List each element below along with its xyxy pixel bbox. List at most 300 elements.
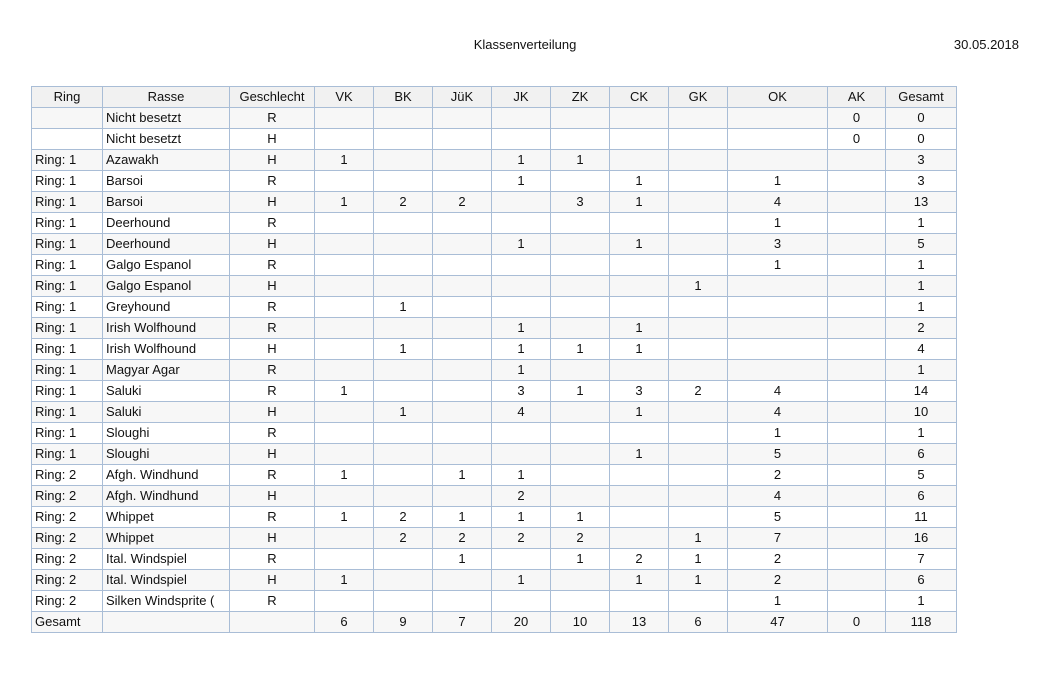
table-cell [551,423,610,444]
table-cell: Ring: 1 [32,255,103,276]
table-row [32,150,957,171]
table-row [32,297,957,318]
table-cell: H [230,528,315,549]
table-cell [433,108,492,129]
table-row [32,255,957,276]
table-cell: Ring: 1 [32,297,103,318]
table-cell: Sloughi [103,423,230,444]
table-cell [551,402,610,423]
table-cell [828,213,886,234]
table-cell [551,360,610,381]
table-cell [610,108,669,129]
table-cell [374,360,433,381]
table-cell [374,549,433,570]
table-cell [433,360,492,381]
table-cell: Gesamt [32,612,103,633]
report-date: 30.05.2018 [953,37,1019,52]
table-cell: 1 [886,423,957,444]
table-cell [551,591,610,612]
table-cell: 1 [492,171,551,192]
table-cell [669,423,728,444]
table-cell: 4 [492,402,551,423]
table-cell: 10 [886,402,957,423]
table-cell [433,486,492,507]
table-cell [828,444,886,465]
table-cell: Saluki [103,381,230,402]
table-row [32,171,957,192]
table-cell: 4 [886,339,957,360]
column-header: BK [374,87,433,108]
table-cell: Deerhound [103,234,230,255]
table-cell [551,171,610,192]
table-cell [433,570,492,591]
table-cell [230,612,315,633]
table-cell [374,234,433,255]
table-cell [433,318,492,339]
table-cell: Ital. Windspiel [103,570,230,591]
table-cell [315,171,374,192]
table-cell [492,591,551,612]
table-cell: 1 [610,318,669,339]
table-cell [433,381,492,402]
table-cell: Galgo Espanol [103,255,230,276]
table-cell [828,465,886,486]
table-cell: 2 [374,507,433,528]
table-cell [551,108,610,129]
table-cell [728,318,828,339]
table-cell [315,591,374,612]
table-cell [551,318,610,339]
table-cell [492,423,551,444]
table-cell: Ring: 1 [32,171,103,192]
table-cell: H [230,192,315,213]
table-row [32,381,957,402]
table-cell: Ring: 1 [32,339,103,360]
table-cell: Barsoi [103,192,230,213]
table-cell: 4 [728,486,828,507]
table-cell: Ring: 2 [32,528,103,549]
table-cell: 14 [886,381,957,402]
table-cell: 1 [551,549,610,570]
table-cell: 2 [492,486,551,507]
table-row [32,549,957,570]
table-cell [551,444,610,465]
table-cell [374,591,433,612]
table-row [32,444,957,465]
table-cell [610,423,669,444]
table-cell [374,570,433,591]
table-cell: 2 [433,528,492,549]
table-cell: Azawakh [103,150,230,171]
table-cell [551,570,610,591]
table-cell: 5 [728,507,828,528]
table-cell: 2 [886,318,957,339]
table-cell [828,150,886,171]
table-cell [610,255,669,276]
column-header: JK [492,87,551,108]
table-cell: 1 [669,549,728,570]
table-cell [551,234,610,255]
table-cell: 1 [315,570,374,591]
table-cell: 3 [728,234,828,255]
column-header: CK [610,87,669,108]
table-cell: 1 [610,171,669,192]
table-cell [433,150,492,171]
table-cell: 2 [374,528,433,549]
table-cell [551,213,610,234]
table-cell: Ring: 2 [32,465,103,486]
table-cell [315,339,374,360]
table-cell [610,591,669,612]
table-row [32,507,957,528]
table-cell [828,486,886,507]
table-cell: Ring: 2 [32,486,103,507]
table-cell [610,129,669,150]
table-cell [32,108,103,129]
table-cell [315,297,374,318]
column-header: Rasse [103,87,230,108]
table-cell: 2 [669,381,728,402]
table-cell [433,423,492,444]
table-cell: 3 [551,192,610,213]
table-cell [828,507,886,528]
column-header: GK [669,87,728,108]
table-cell [551,465,610,486]
table-cell: 0 [828,129,886,150]
table-cell: Whippet [103,528,230,549]
table-cell [669,129,728,150]
table-cell: 1 [551,381,610,402]
table-row [32,591,957,612]
table-cell: 1 [492,570,551,591]
table-cell [669,192,728,213]
table-cell: H [230,486,315,507]
table-cell: Afgh. Windhund [103,465,230,486]
table-cell [610,276,669,297]
table-cell: Ring: 1 [32,276,103,297]
table-cell [103,612,230,633]
table-cell [828,402,886,423]
table-cell [492,213,551,234]
table-cell: Magyar Agar [103,360,230,381]
table-cell: 1 [433,507,492,528]
table-cell: Nicht besetzt [103,129,230,150]
table-row [32,108,957,129]
table-cell [374,108,433,129]
table-cell [728,150,828,171]
table-cell [374,276,433,297]
table-cell: 1 [728,255,828,276]
table-cell: 1 [315,465,374,486]
table-cell: R [230,297,315,318]
table-cell: Ring: 2 [32,570,103,591]
table-cell: H [230,150,315,171]
table-cell: 1 [886,213,957,234]
table-cell: 118 [886,612,957,633]
table-cell: Silken Windsprite ( [103,591,230,612]
table-cell: H [230,129,315,150]
table-cell: 6 [886,486,957,507]
table-cell: 0 [886,108,957,129]
table-cell [315,318,374,339]
table-cell: Ring: 1 [32,423,103,444]
table-cell [728,339,828,360]
table-cell: 0 [828,612,886,633]
table-header-row [32,87,957,108]
table-cell [315,486,374,507]
table-cell: 1 [551,507,610,528]
table-cell [315,213,374,234]
table-cell: 11 [886,507,957,528]
table-cell [669,318,728,339]
table-cell: Ring: 2 [32,549,103,570]
table-cell [828,255,886,276]
table-cell [315,423,374,444]
table-cell [669,339,728,360]
table-cell: R [230,360,315,381]
table-cell [551,486,610,507]
table-cell: Saluki [103,402,230,423]
table-cell [551,276,610,297]
table-cell [315,402,374,423]
table-cell: Whippet [103,507,230,528]
table-cell: 13 [886,192,957,213]
table-cell: 2 [374,192,433,213]
table-cell: Irish Wolfhound [103,339,230,360]
table-cell [610,507,669,528]
table-cell [610,465,669,486]
table-cell [669,402,728,423]
column-header: AK [828,87,886,108]
table-cell [315,528,374,549]
table-cell [315,234,374,255]
table-row [32,528,957,549]
table-row [32,465,957,486]
table-cell [551,255,610,276]
table-cell [315,255,374,276]
table-cell: Afgh. Windhund [103,486,230,507]
table-cell [669,171,728,192]
table-cell [374,465,433,486]
table-cell: H [230,570,315,591]
table-cell: R [230,423,315,444]
table-cell: 1 [374,339,433,360]
table-cell: H [230,444,315,465]
table-cell: 1 [374,297,433,318]
table-cell [669,108,728,129]
table-cell: Greyhound [103,297,230,318]
table-cell [492,108,551,129]
table-cell: 6 [886,570,957,591]
table-cell [828,318,886,339]
table-cell: 5 [728,444,828,465]
table-cell: 1 [492,318,551,339]
table-cell [669,465,728,486]
table-cell [492,129,551,150]
table-cell [374,213,433,234]
table-cell: 6 [886,444,957,465]
table-cell: 1 [886,591,957,612]
table-cell: Ring: 1 [32,234,103,255]
table-cell [492,255,551,276]
table-cell: R [230,465,315,486]
table-row [32,234,957,255]
table-cell: 4 [728,381,828,402]
table-cell: 1 [610,444,669,465]
table-cell [610,360,669,381]
table-cell [492,297,551,318]
table-cell [828,360,886,381]
column-header: OK [728,87,828,108]
table-cell [315,444,374,465]
table-cell [828,297,886,318]
table-cell [669,234,728,255]
table-cell [433,339,492,360]
table-cell [433,591,492,612]
table-cell [669,486,728,507]
table-cell: 4 [728,402,828,423]
table-cell: Ital. Windspiel [103,549,230,570]
table-cell [433,213,492,234]
table-cell [669,507,728,528]
table-cell: Ring: 1 [32,402,103,423]
table-cell: 2 [551,528,610,549]
table-cell: Deerhound [103,213,230,234]
table-cell [374,318,433,339]
table-cell [374,255,433,276]
table-cell: Ring: 1 [32,381,103,402]
table-cell: R [230,381,315,402]
table-cell: 2 [728,549,828,570]
table-cell: 1 [669,276,728,297]
table-cell: 1 [374,402,433,423]
class-distribution-table [31,86,957,633]
table-cell: 1 [728,423,828,444]
table-cell: Barsoi [103,171,230,192]
table-cell: Ring: 2 [32,591,103,612]
table-cell: 1 [669,570,728,591]
table-cell: 1 [433,465,492,486]
table-cell: Ring: 1 [32,150,103,171]
table-cell: 2 [433,192,492,213]
table-cell [492,444,551,465]
table-cell [315,129,374,150]
table-cell: 1 [315,192,374,213]
table-cell [433,402,492,423]
table-cell: 3 [886,171,957,192]
table-cell: 5 [886,465,957,486]
table-cell: Ring: 2 [32,507,103,528]
table-cell: 1 [492,150,551,171]
table-cell: H [230,234,315,255]
table-cell [315,108,374,129]
column-header: Geschlecht [230,87,315,108]
table-cell [610,297,669,318]
table-cell [669,360,728,381]
table-cell: 7 [728,528,828,549]
table-cell: 3 [610,381,669,402]
table-cell [728,297,828,318]
table-cell: 2 [728,570,828,591]
table-cell: 4 [728,192,828,213]
table-cell: Ring: 1 [32,213,103,234]
table-cell: R [230,591,315,612]
table-cell: 1 [492,360,551,381]
table-cell [828,591,886,612]
table-cell [315,276,374,297]
table-cell: H [230,402,315,423]
table-cell: Ring: 1 [32,192,103,213]
table-cell: 5 [886,234,957,255]
table-cell [828,381,886,402]
table-cell: R [230,318,315,339]
table-cell: 1 [610,339,669,360]
table-cell [610,486,669,507]
table-cell: Irish Wolfhound [103,318,230,339]
table-cell [492,549,551,570]
total-row [32,612,957,633]
table-cell: R [230,507,315,528]
table-cell [669,150,728,171]
table-cell [433,444,492,465]
table-cell [828,192,886,213]
table-cell: 1 [492,234,551,255]
table-cell: Ring: 1 [32,444,103,465]
table-cell: Galgo Espanol [103,276,230,297]
table-cell [828,570,886,591]
table-cell [828,528,886,549]
table-row [32,276,957,297]
table-cell [669,444,728,465]
table-cell [374,486,433,507]
table-cell: 6 [669,612,728,633]
table-cell [551,297,610,318]
table-cell: 1 [315,507,374,528]
table-cell [669,591,728,612]
table-cell: 1 [728,591,828,612]
table-cell: 9 [374,612,433,633]
table-cell [669,213,728,234]
table-cell [374,423,433,444]
table-cell: 16 [886,528,957,549]
column-header: Gesamt [886,87,957,108]
table-cell [315,360,374,381]
table-cell: R [230,549,315,570]
table-cell [433,234,492,255]
table-row [32,360,957,381]
table-cell [828,549,886,570]
table-cell: 1 [610,402,669,423]
table-cell: 1 [551,339,610,360]
table-cell: 1 [492,507,551,528]
table-cell [551,129,610,150]
table-cell [828,234,886,255]
table-cell: 3 [492,381,551,402]
table-cell: 1 [886,297,957,318]
table-cell [728,360,828,381]
table-cell [828,171,886,192]
table-cell: R [230,171,315,192]
table-cell: 1 [315,381,374,402]
table-cell: 1 [886,360,957,381]
table-cell: Ring: 1 [32,360,103,381]
table-cell: 1 [728,213,828,234]
table-cell: H [230,339,315,360]
table-cell [728,276,828,297]
table-cell [492,192,551,213]
table-cell: 13 [610,612,669,633]
table-row [32,402,957,423]
